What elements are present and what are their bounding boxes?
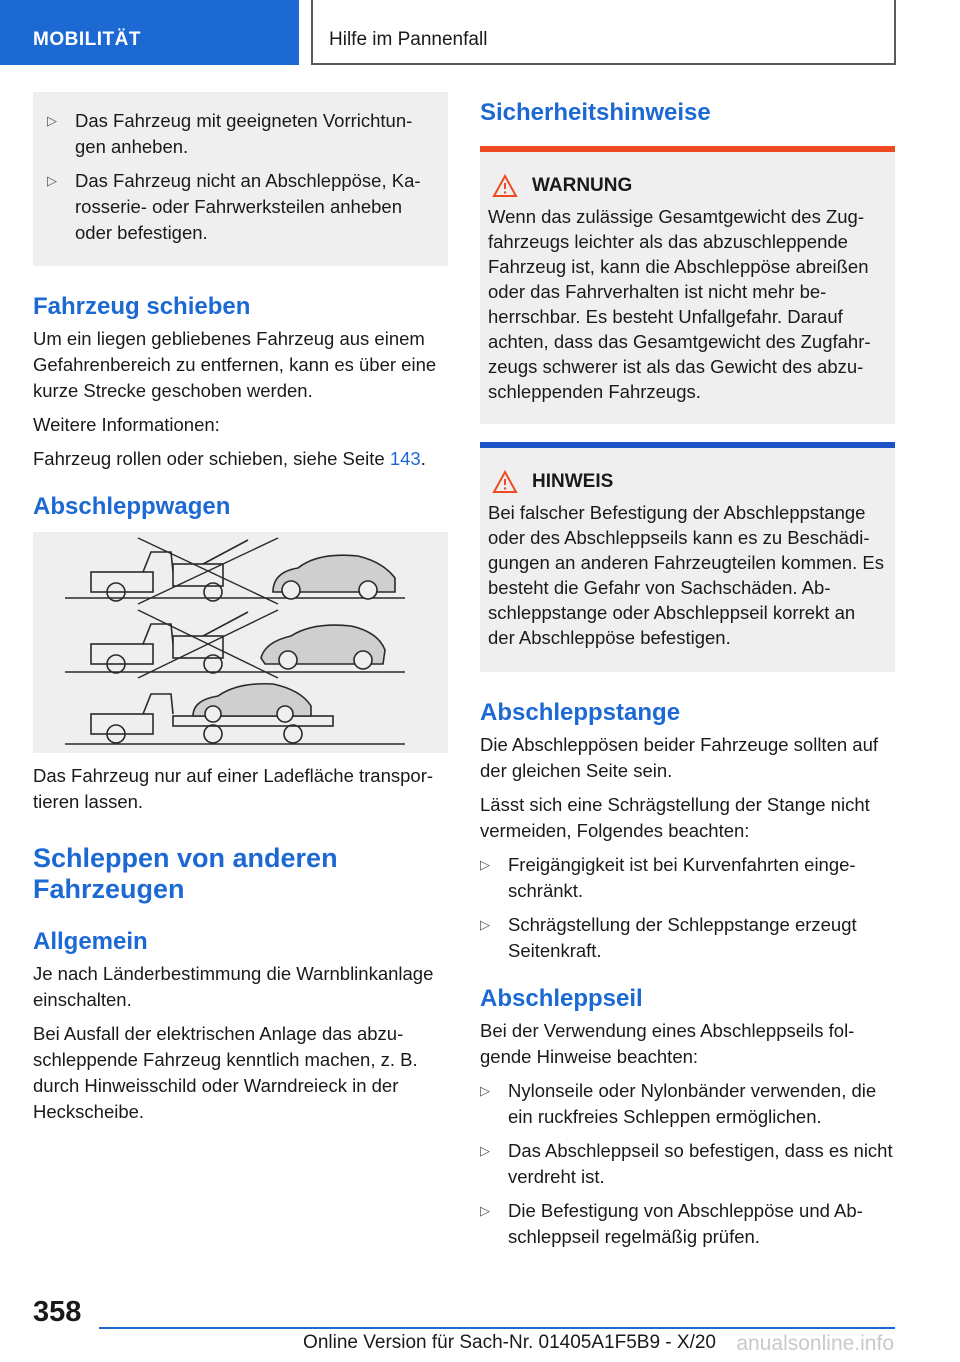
towing-section <box>33 843 448 1125</box>
wheel <box>354 651 372 669</box>
warning-text: Wenn das zulässige Gesamtgewicht des Zug-fahrzeugs leichter als das abzuschleppende Fahrzeug ist, kann die Abschleppöse abreißen oder das Fahrverhalten ist nicht mehr be-herrschbar. Es besteht Unfallgefahr. Darauf achten, dass das Gesamtgewicht des Zugfahr-zeugs schwerer ist als das Gewicht des abzu-schleppenden Fahrzeugs. <box>488 206 871 402</box>
page-number: 358 <box>33 1296 82 1328</box>
hint-box <box>480 442 895 672</box>
watermark: anualsonline.info <box>736 1332 894 1355</box>
triangle-bullet-icon: ▷ <box>480 1203 490 1218</box>
hint-text: Bei falscher Befestigung der Abschleppstange oder des Abschleppseils kann es zu Beschädi-gungen an anderen Fahrzeugteilen kommen. Es besteht die Gefahr von Sachschäden. Ab-schleppstange oder Abschleppseil korrekt an der Abschleppöse befestigen. <box>488 502 884 648</box>
wheel <box>205 706 221 722</box>
truck-body <box>91 644 153 664</box>
left-column <box>33 92 448 1133</box>
tow-rope-section <box>480 984 895 1250</box>
push-more-info: Weitere Informationen: <box>33 414 220 435</box>
warning-label: WARNUNG <box>532 175 633 196</box>
list-item: ▷ Das Fahrzeug mit geeigneten Vorrichtun-gen anheben. <box>47 110 413 157</box>
footer-divider <box>99 1327 895 1329</box>
triangle-bullet-icon: ▷ <box>480 1083 490 1098</box>
push-title: Fahrzeug schieben <box>33 293 251 320</box>
push-section <box>33 292 448 472</box>
tow-rope-title: Abschleppseil <box>480 985 643 1012</box>
wheel <box>359 581 377 599</box>
triangle-bullet-icon: ▷ <box>480 917 490 932</box>
triangle-bullet-icon: ▷ <box>480 1143 490 1158</box>
general-text-2: Bei Ausfall der elektrischen Anlage das abzu-schleppende Fahrzeug kenntlich machen, z. B. durch Hinweisschild oder Warndreieck in der Heckscheibe. <box>33 1023 418 1122</box>
warning-triangle-icon <box>492 174 518 198</box>
tow-truck-drawing <box>33 532 448 753</box>
truck-cab <box>143 694 173 714</box>
truck-cab <box>143 624 173 644</box>
list-item: ▷ Das Fahrzeug nicht an Abschleppöse, Ka-rosserie- oder Fahrwerksteilen anheben oder befestigen. <box>47 170 421 243</box>
triangle-bullet-icon: ▷ <box>47 173 57 188</box>
tow-truck-title: Abschleppwagen <box>33 493 231 520</box>
push-reference: Fahrzeug rollen oder schieben, siehe Seite 143. <box>33 448 426 469</box>
general-text-1: Je nach Länderbestimmung die Warnblinkanlage einschalten. <box>33 963 434 1010</box>
tow-bar-text-2: Lässt sich eine Schrägstellung der Stange nicht vermeiden, Folgendes beachten: <box>480 794 870 841</box>
triangle-bullet-icon: ▷ <box>47 113 57 128</box>
chapter-tab: Hilfe im Pannenfall <box>311 0 896 65</box>
towing-title: Schleppen von anderen Fahrzeugen <box>33 843 338 904</box>
tow-rope-list <box>480 1078 895 1250</box>
lifting-list <box>47 108 434 246</box>
truck-body <box>91 714 153 734</box>
footer-online-version: Online Version für Sach-Nr. 01405A1F5B9 - X/20 <box>303 1332 716 1353</box>
tow-boom <box>203 612 248 636</box>
tow-truck-illustration <box>33 532 448 753</box>
list-item: ▷ Nylonseile oder Nylonbänder verwenden, die ein ruckfreies Schleppen ermöglichen. <box>480 1080 877 1127</box>
tow-rope-text: Bei der Verwendung eines Abschleppseils fol-gende Hinweise beachten: <box>480 1020 855 1067</box>
list-item: ▷ Das Abschleppseil so befestigen, dass es nicht verdreht ist. <box>480 1140 893 1187</box>
hint-label: HINWEIS <box>532 471 614 492</box>
tow-boom <box>203 540 248 564</box>
wheel <box>279 651 297 669</box>
tow-bar-title: Abschleppstange <box>480 699 681 726</box>
wheel <box>204 725 222 743</box>
hint-triangle-icon <box>492 470 518 494</box>
push-text: Um ein liegen gebliebenes Fahrzeug aus einem Gefahrenbereich zu entfernen, kann es über eine kurze Strecke geschoben werden. <box>33 328 437 401</box>
list-item: ▷ Die Befestigung von Abschleppöse und Ab-schleppseil regelmäßig prüfen. <box>480 1200 863 1247</box>
section-tab: MOBILITÄT <box>0 0 299 65</box>
warning-header <box>488 174 887 198</box>
wheel <box>284 725 302 743</box>
list-item: ▷ Schrägstellung der Schleppstange erzeugt Seitenkraft. <box>480 914 857 961</box>
flatbed <box>173 716 333 726</box>
tow-bar-section <box>480 698 895 964</box>
general-title: Allgemein <box>33 928 148 955</box>
truck-cab <box>143 552 173 572</box>
right-column <box>480 92 895 1258</box>
hint-header <box>488 470 887 494</box>
truck-body <box>91 572 153 592</box>
page-link[interactable]: 143 <box>389 448 421 469</box>
list-item: ▷ Freigängigkeit ist bei Kurvenfahrten einge-schränkt. <box>480 854 856 901</box>
tow-bar-text-1: Die Abschleppösen beider Fahrzeuge sollten auf der gleichen Seite sein. <box>480 734 879 781</box>
lifting-notes-box <box>33 92 448 266</box>
triangle-bullet-icon: ▷ <box>480 857 490 872</box>
wheel <box>282 581 300 599</box>
tow-truck-caption: Das Fahrzeug nur auf einer Ladefläche transpor-tieren lassen. <box>33 765 434 812</box>
tow-truck-section <box>33 492 448 815</box>
safety-title: Sicherheitshinweise <box>480 99 711 126</box>
warning-box <box>480 146 895 424</box>
tow-bar-list <box>480 852 895 964</box>
wheel <box>277 706 293 722</box>
